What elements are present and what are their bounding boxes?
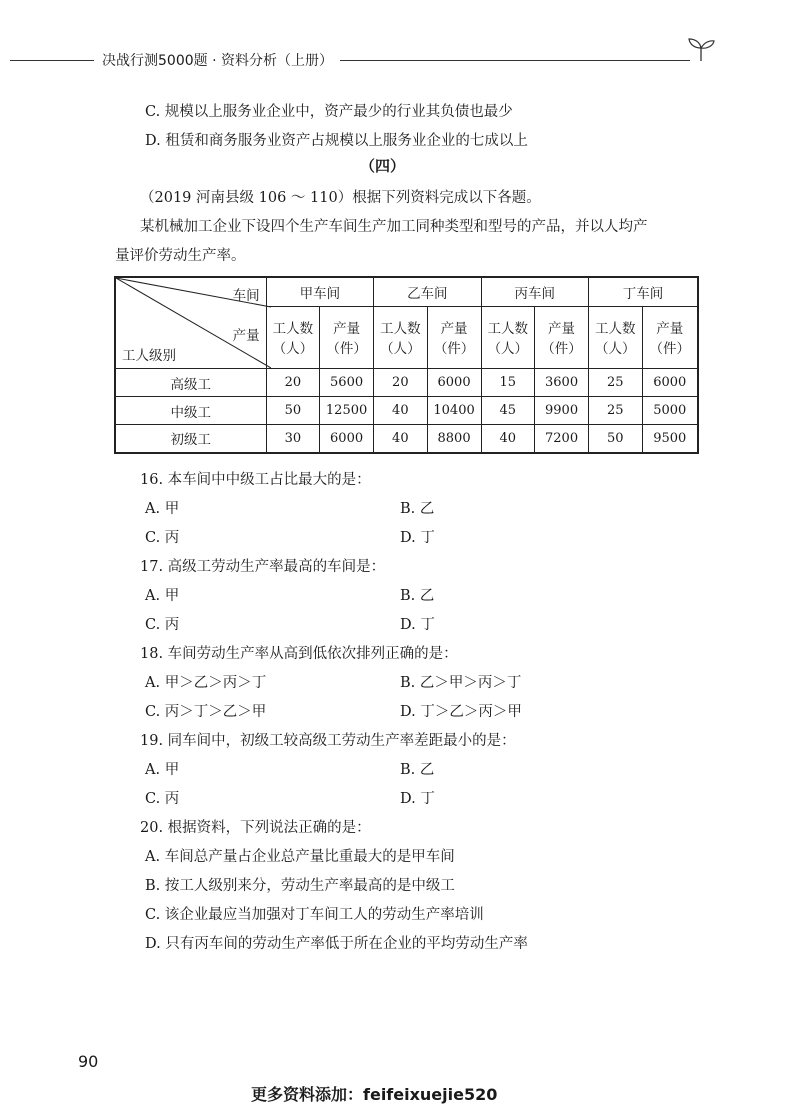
workshop-header: 甲车间 [266, 277, 373, 306]
question-17-stem: 17. 高级工劳动生产率最高的车间是： [140, 559, 386, 575]
table-cell: 12500 [320, 397, 374, 425]
sub-header-output: 产量（件） [535, 306, 589, 368]
question-16-option-c: C. 丙 [145, 530, 180, 546]
table-cell: 30 [266, 425, 320, 453]
question-16-stem: 16. 本车间中中级工占比最大的是： [140, 472, 371, 488]
question-17-option-a: A. 甲 [145, 588, 180, 604]
row-label: 初级工 [115, 425, 266, 453]
source-line: （2019 河南县级 106 ～ 110）根据下列资料完成以下各题。 [140, 190, 541, 206]
question-20-stem: 20. 根据资料，下列说法正确的是： [140, 820, 371, 836]
table-cell: 50 [589, 425, 643, 453]
table-cell: 7200 [535, 425, 589, 453]
question-18-option-c: C. 丙＞丁＞乙＞甲 [145, 704, 267, 720]
corner-label-level: 工人级别 [122, 348, 176, 364]
workshop-header: 乙车间 [374, 277, 481, 306]
table-row [115, 425, 698, 453]
row-label: 高级工 [115, 369, 266, 397]
question-18-stem: 18. 车间劳动生产率从高到低依次排列正确的是： [140, 646, 458, 662]
table-cell: 15 [481, 369, 535, 397]
page-number: 90 [78, 1052, 99, 1071]
sub-header-workers: 工人数（人） [374, 306, 428, 368]
description-line-2: 量评价劳动生产率。 [115, 248, 246, 264]
question-16-option-b: B. 乙 [400, 501, 435, 517]
question-19-option-b: B. 乙 [400, 762, 435, 778]
question-20-option-d: D. 只有丙车间的劳动生产率低于所在企业的平均劳动生产率 [145, 936, 528, 952]
question-19-stem: 19. 同车间中，初级工较高级工劳动生产率差距最小的是： [140, 733, 516, 749]
table-corner-cell [115, 277, 266, 369]
question-16-option-a: A. 甲 [145, 501, 180, 517]
table-cell: 6000 [427, 369, 481, 397]
corner-label-workshop: 车间 [232, 288, 260, 304]
table-cell: 10400 [427, 397, 481, 425]
option-c-previous: C. 规模以上服务业企业中，资产最少的行业其负债也最少 [145, 104, 513, 120]
question-18-option-b: B. 乙＞甲＞丙＞丁 [400, 675, 522, 691]
table-cell: 40 [481, 425, 535, 453]
table-cell: 3600 [535, 369, 589, 397]
corner-label-output: 产量 [232, 328, 260, 344]
workshop-header: 丙车间 [481, 277, 588, 306]
footer-note: 更多资料添加：feifeixuejie520 [251, 1085, 498, 1104]
table-cell: 45 [481, 397, 535, 425]
sub-header-workers: 工人数（人） [266, 306, 320, 368]
question-19-option-a: A. 甲 [145, 762, 180, 778]
header-title: 决战行测5000题 · 资料分析（上册） [102, 53, 333, 69]
table-cell: 20 [374, 369, 428, 397]
workshop-header: 丁车间 [589, 277, 698, 306]
sub-header-output: 产量（件） [427, 306, 481, 368]
row-label: 中级工 [115, 397, 266, 425]
header-rule-left [10, 60, 94, 61]
description-line-1: 某机械加工企业下设四个生产车间生产加工同种类型和型号的产品，并以人均产 [140, 219, 648, 235]
sub-header-output: 产量（件） [320, 306, 374, 368]
table-cell: 9500 [642, 425, 698, 453]
sprout-icon [686, 36, 716, 62]
question-18-option-a: A. 甲＞乙＞丙＞丁 [145, 675, 267, 691]
sub-header-output: 产量（件） [642, 306, 698, 368]
table-cell: 9900 [535, 397, 589, 425]
running-header [10, 50, 710, 72]
question-17-option-b: B. 乙 [400, 588, 435, 604]
question-17-option-c: C. 丙 [145, 617, 180, 633]
option-d-previous: D. 租赁和商务服务业资产占规模以上服务业企业的七成以上 [145, 133, 528, 149]
question-20-option-b: B. 按工人级别来分，劳动生产率最高的是中级工 [145, 878, 455, 894]
table-cell: 5000 [642, 397, 698, 425]
table-cell: 6000 [642, 369, 698, 397]
question-19-option-d: D. 丁 [400, 791, 435, 807]
table-cell: 6000 [320, 425, 374, 453]
question-20-option-a: A. 车间总产量占企业总产量比重最大的是甲车间 [145, 849, 455, 865]
table-cell: 8800 [427, 425, 481, 453]
table-cell: 25 [589, 369, 643, 397]
question-18-option-d: D. 丁＞乙＞丙＞甲 [400, 704, 522, 720]
table-cell: 40 [374, 425, 428, 453]
table-cell: 20 [266, 369, 320, 397]
sub-header-workers: 工人数（人） [589, 306, 643, 368]
question-19-option-c: C. 丙 [145, 791, 180, 807]
data-table [114, 276, 699, 454]
table-cell: 50 [266, 397, 320, 425]
table-cell: 5600 [320, 369, 374, 397]
question-20-option-c: C. 该企业最应当加强对丁车间工人的劳动生产率培训 [145, 907, 484, 923]
question-16-option-d: D. 丁 [400, 530, 435, 546]
sub-header-workers: 工人数（人） [481, 306, 535, 368]
table-row [115, 397, 698, 425]
header-rule-right [340, 60, 690, 61]
table-cell: 40 [374, 397, 428, 425]
question-17-option-d: D. 丁 [400, 617, 435, 633]
section-heading: （四） [360, 157, 406, 175]
table-row [115, 369, 698, 397]
table-cell: 25 [589, 397, 643, 425]
